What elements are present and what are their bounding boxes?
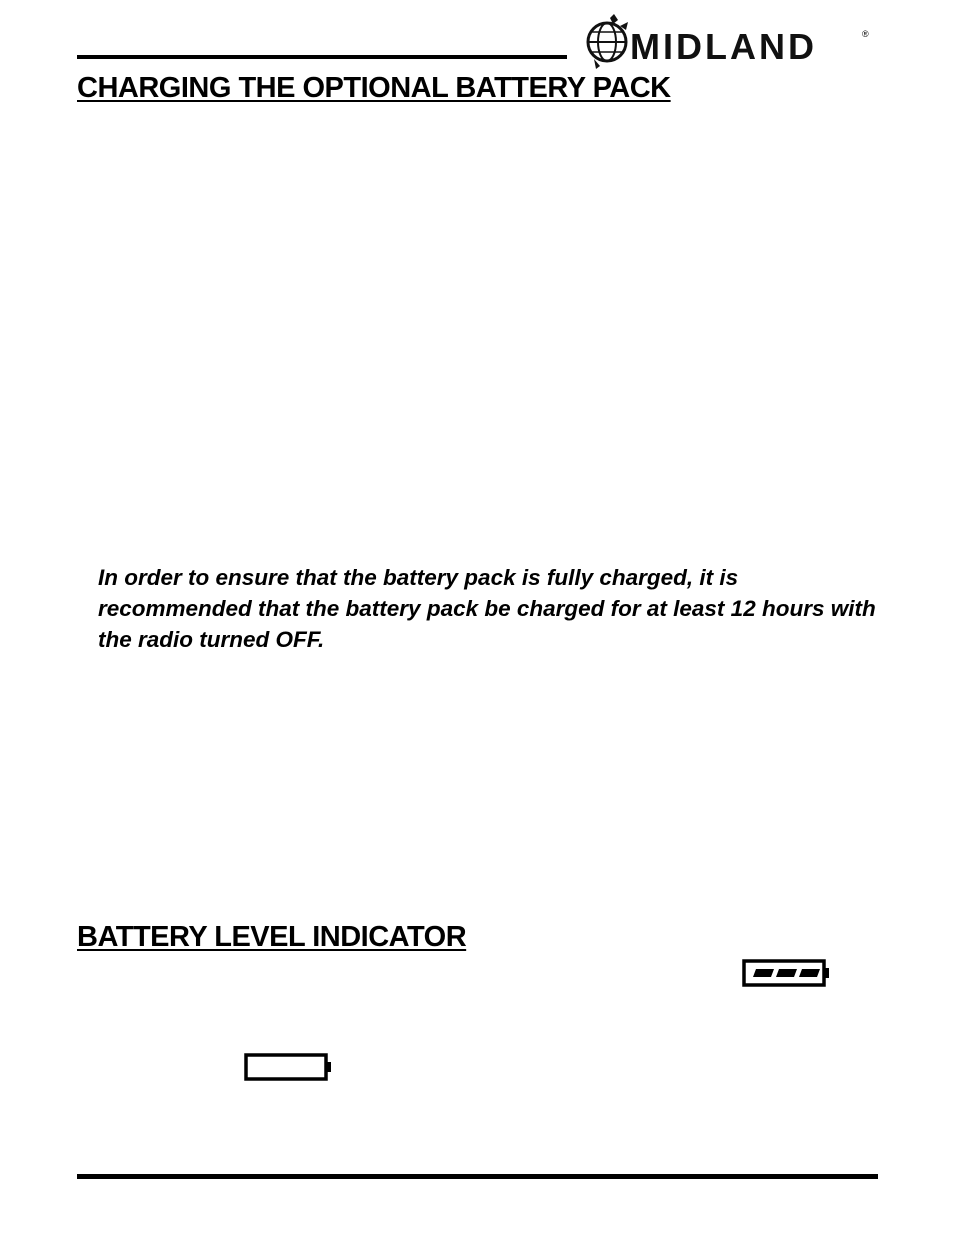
header-rule xyxy=(77,55,567,59)
brand-name: MIDLAND xyxy=(630,26,817,67)
charging-section-title: CHARGING THE OPTIONAL BATTERY PACK xyxy=(77,72,671,104)
footer-rule xyxy=(77,1174,878,1179)
battery-full-icon xyxy=(742,958,832,995)
charging-note: In order to ensure that the battery pack is fully charged, it is recommended that the battery pack be charged for at least 12 hours with the radio turned OFF. xyxy=(98,565,876,652)
registered-mark: ® xyxy=(862,29,869,39)
battery-level-section-title: BATTERY LEVEL INDICATOR xyxy=(77,921,467,953)
midland-logo xyxy=(580,12,875,72)
battery-empty-icon xyxy=(244,1052,334,1089)
